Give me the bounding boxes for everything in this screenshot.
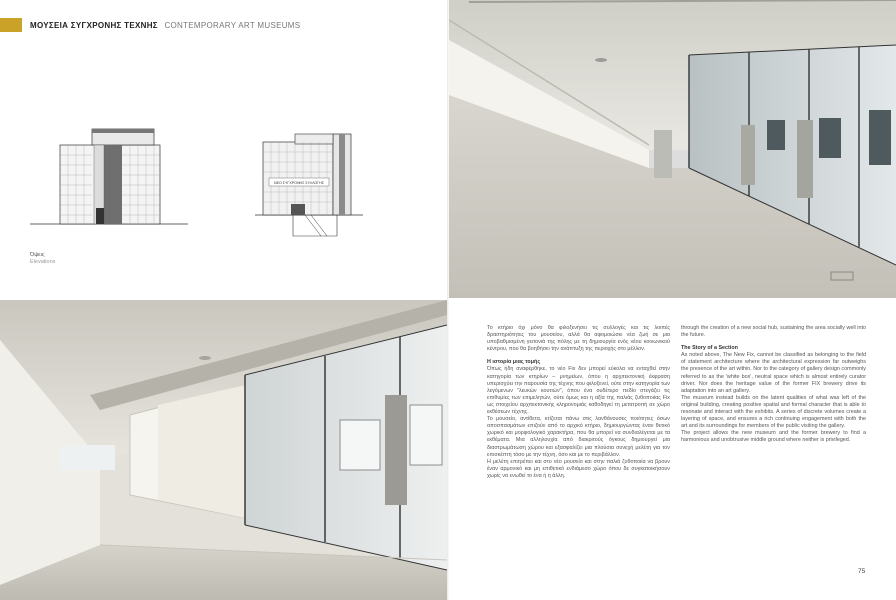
english-text-column [681, 325, 866, 445]
greek-paragraph-3: Η μελέτη επιτρέπει και στο νέο μουσείο και στην παλιά ζυθοποιία να βρουν έναν αρμονικό και μη επιθετικό ενδιάμεσο χώρο όπου δε συγκατοικήσουν χωρίς να ενωθεί το ένα ή η άλλη. [487, 458, 670, 479]
header-title-english: CONTEMPORARY ART MUSEUMS [164, 20, 301, 30]
english-paragraph-2: The museum instead builds on the latent qualities of what was left of the original building, creating positive spatial and formal character that is able to resonate and interact with the exhibits. A series of discrete volumes create a layering of space, and ensures a rich continuing engagement with both the art and its surroundings for members of the public visiting the gallery. [681, 394, 866, 430]
section-header [0, 18, 300, 32]
gallery-photo-bottom [0, 300, 447, 600]
elevation-drawing-front [30, 120, 190, 230]
header-title [30, 21, 300, 30]
greek-intro-paragraph: Το κτήριο όχι μόνο θα φιλοξενήσει τις συλλογές και τις λοιπές δραστηριότητες του μουσείου, αλλά θα αφομοιώσει νέα ζωή σε μια υποβαθμισμένη γειτονιά της πόλης με τη δημιουργία ενός νέου κοινωνικού κέντρου, που θα βοηθήσει την ανάπτυξη της περιοχής στο μέλλον. [487, 325, 670, 353]
page-number: 75 [858, 568, 866, 575]
greek-paragraph-1: Όπως ήδη αναφέρθηκε, το νέο Fix δεν μπορεί εύκολα να ενταχθεί στην κατηγορία των κτηρίων – μνημείων, όπου η αρχιτεκτονική έκφραση υπερισχύει την παρουσία της τέχνης που φιλοξενεί, ούτε στην κατηγορία των λεγόμενων "λευκών κουτιών", όπου ένα ουδέτερο πεδίο στεγάζει τις επιθυμίες των επιμελητών, ούτε όμως και η αξία της παλιάς ζυθοποιίας Fix ως στοιχείου αρχιτεκτονικής κληρονομιάς καθοδηγεί τη μετατροπή σε χώρο εκθέσεων τέχνης. [487, 366, 670, 416]
elevation-sign-text: ΝΕΟ ΣΥΓΧΡΟΝΗΣ ΣΥΛΛΟΓΗΣ [273, 181, 325, 185]
english-section-heading: The Story of a Section [681, 345, 738, 352]
elevation-drawing-side [255, 128, 365, 243]
gallery-photo-top [449, 0, 896, 298]
english-paragraph-1: As noted above, The New Fix, cannot be classified as belonging to the field of statement architecture where the architectural expression far outweighs the presence of the art within. Nor to the category of gallery design commonly referred to as the 'white box', neutral space which is almost entirely curator driver. Nor does the heritage value of the former FIX brewery drive its adaptation into an art gallery. [681, 352, 866, 394]
elevations-caption [30, 252, 55, 266]
header-accent-marker [0, 18, 22, 32]
greek-text-column [487, 325, 670, 480]
greek-section-heading: Η ιστορία μιας τομής [487, 359, 541, 366]
caption-greek: Όψεις [30, 252, 45, 258]
greek-paragraph-2: Το μουσείο, αντίθετα, κτίζεται πάνω στις λανθάνουσες ποιότητες όσων αποσπασμάτων επιζούν από το αρχικό κτήριο, δημιουργώντας έναν θετικό χωρικό και μορφολογικό χαρακτήρα, που θα μπορεί να συνδιαλέγεται με τα εκθέματα. Μια αλληλουχία από διακριτούς όγκους δημιουργεί μια διαστρωμάτωση χώρου και εξασφαλίζει μια πλούσια συνεχή μελέτη για τον επισκέπτη τόσο με την τέχνη, όσο και με το περιβάλλον. [487, 416, 670, 458]
english-intro-paragraph: through the creation of a new social hub, sustaining the area socially well into the future. [681, 325, 866, 339]
english-paragraph-3: The project allows the new museum and the former brewery to find a harmonious and unobtrusive middle ground where neither is privileged. [681, 430, 866, 444]
caption-english: Elevations [30, 259, 56, 265]
header-title-greek: ΜΟΥΣΕΙΑ ΣΥΓΧΡΟΝΗΣ ΤΕΧΝΗΣ [30, 20, 158, 30]
